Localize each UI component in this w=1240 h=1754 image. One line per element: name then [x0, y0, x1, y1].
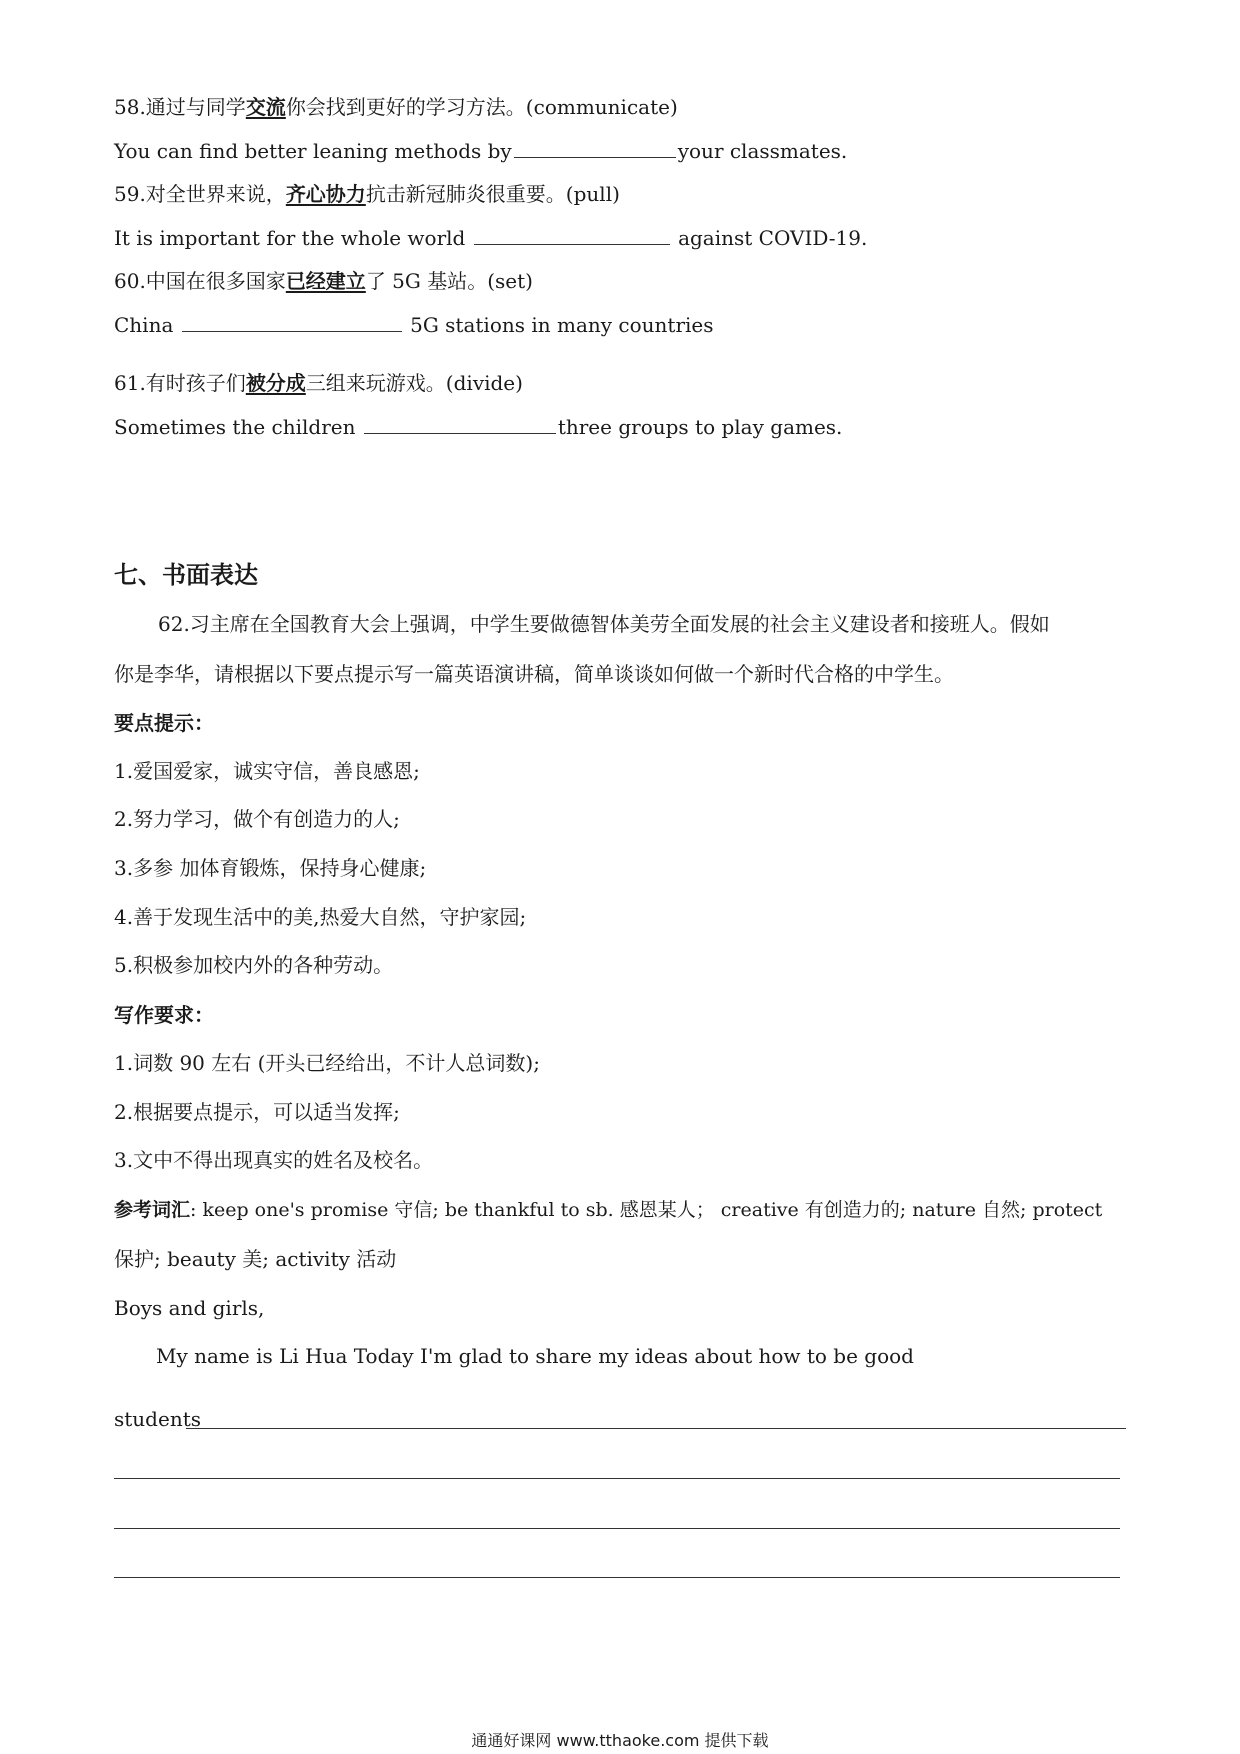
- essay-intro-line-2: 你是李华，请根据以下要点提示写一篇英语演讲稿，简单谈谈如何做一个新时代合格的中学生。: [114, 662, 954, 686]
- question-58-sentence: You can find better leaning methods by your classmates.: [114, 139, 848, 163]
- answer-blank[interactable]: [514, 137, 676, 158]
- essay-intro-line-1: 62.习主席在全国教育大会上强调，中学生要做德智体美劳全面发展的社会主义建设者和接班人。假如: [158, 612, 1050, 636]
- writing-line[interactable]: [114, 1577, 1120, 1578]
- point-item: 5.积极参加校内外的各种劳动。: [114, 953, 394, 977]
- requirement-item: 1.词数 90 左右 (开头已经给出，不计人总词数);: [114, 1051, 540, 1075]
- answer-blank[interactable]: [364, 413, 556, 434]
- requirements-heading: 写作要求：: [114, 1003, 214, 1027]
- question-59-prompt: 59.对全世界来说，齐心协力抗击新冠肺炎很重要。(pull): [114, 182, 620, 206]
- question-60-prompt: 60.中国在很多国家已经建立了 5G 基站。(set): [114, 269, 533, 293]
- point-item: 2.努力学习，做个有创造力的人;: [114, 807, 400, 831]
- question-60-sentence: China 5G stations in many countries: [114, 313, 714, 337]
- question-58-prompt: 58.通过与同学交流你会找到更好的学习方法。(communicate): [114, 95, 678, 119]
- writing-line[interactable]: [186, 1428, 1126, 1429]
- question-61-prompt: 61.有时孩子们被分成三组来玩游戏。(divide): [114, 371, 523, 395]
- writing-line[interactable]: [114, 1528, 1120, 1529]
- requirement-item: 2.根据要点提示，可以适当发挥;: [114, 1100, 400, 1124]
- key-phrase: 齐心协力: [285, 182, 366, 206]
- vocabulary-line-1: 参考词汇: keep one's promise 守信; be thankful to sb. 感恩某人； creative 有创造力的; nature 自然; protect: [114, 1199, 1103, 1221]
- points-heading: 要点提示：: [114, 711, 214, 735]
- vocabulary-label: 参考词汇: [114, 1199, 191, 1221]
- key-phrase: 交流: [245, 95, 286, 119]
- answer-blank[interactable]: [182, 311, 402, 332]
- writing-line[interactable]: [114, 1478, 1120, 1479]
- key-phrase: 已经建立: [285, 269, 366, 293]
- essay-opening: My name is Li Hua Today I'm glad to share my ideas about how to be good: [156, 1344, 914, 1368]
- page-footer: 通通好课网 www.tthaoke.com 提供下载: [471, 1731, 769, 1750]
- essay-greeting: Boys and girls,: [114, 1296, 265, 1320]
- section-title: 七、书面表达: [114, 561, 258, 589]
- point-item: 4.善于发现生活中的美,热爱大自然，守护家园;: [114, 905, 527, 929]
- answer-blank[interactable]: [474, 224, 670, 245]
- essay-students-word: students: [114, 1407, 202, 1431]
- requirement-item: 3.文中不得出现真实的姓名及校名。: [114, 1148, 434, 1172]
- point-item: 3.多参 加体育锻炼，保持身心健康;: [114, 856, 427, 880]
- question-59-sentence: It is important for the whole world against COVID-19.: [114, 226, 868, 250]
- key-phrase: 被分成: [245, 371, 306, 395]
- vocabulary-line-2: 保护; beauty 美; activity 活动: [114, 1247, 397, 1271]
- question-61-sentence: Sometimes the children three groups to play games.: [114, 415, 843, 439]
- point-item: 1.爱国爱家，诚实守信，善良感恩;: [114, 759, 420, 783]
